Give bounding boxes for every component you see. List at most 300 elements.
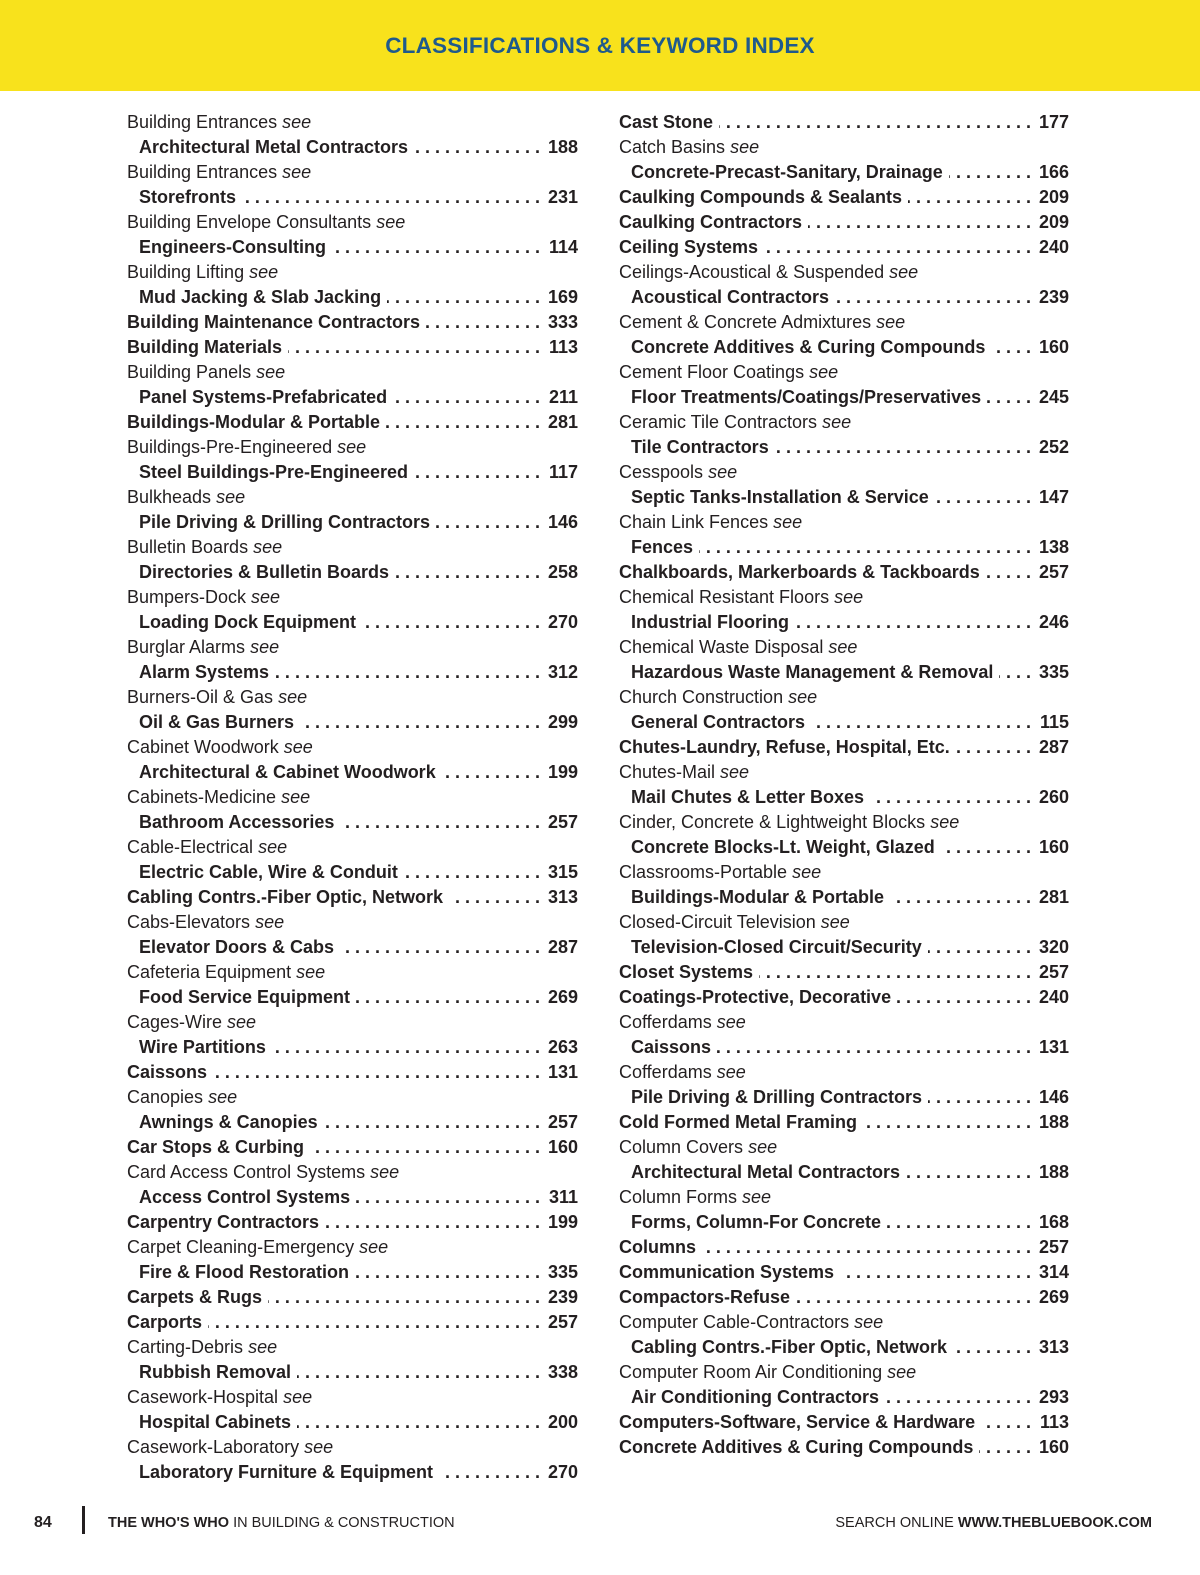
see-reference [127, 1335, 578, 1360]
see-reference [127, 835, 578, 860]
index-entry[interactable] [619, 710, 1069, 735]
index-entry-title: Directories & Bulletin Boards [139, 560, 395, 585]
index-entry-page: 287 [1038, 737, 1069, 757]
index-entry[interactable] [619, 1260, 1069, 1285]
index-entry-title: Alarm Systems [139, 660, 275, 685]
dot-leader [835, 285, 1031, 310]
dot-leader [699, 535, 1031, 560]
index-entry[interactable] [127, 985, 578, 1010]
index-entry-page: 114 [548, 237, 578, 257]
index-entry[interactable] [619, 435, 1069, 460]
see-reference [127, 910, 578, 935]
see-label: see [748, 1137, 778, 1157]
index-entry-page: 263 [547, 1037, 578, 1057]
see-label: see [828, 637, 858, 657]
dot-leader [840, 1260, 1031, 1285]
index-entry-page: 257 [547, 812, 578, 832]
index-entry-title: Industrial Flooring [631, 610, 795, 635]
index-entry-page: 257 [547, 1312, 578, 1332]
see-reference [127, 1085, 578, 1110]
see-label: see [822, 412, 852, 432]
see-reference-term: Catch Basins [619, 137, 726, 157]
see-reference [127, 110, 578, 135]
index-entry-title: Septic Tanks-Installation & Service [631, 485, 935, 510]
dot-leader [439, 1460, 540, 1485]
see-reference-term: Cabs-Elevators [127, 912, 251, 932]
index-entry[interactable] [619, 110, 1069, 135]
see-reference [127, 785, 578, 810]
index-column-left [127, 110, 578, 1485]
index-entry-page: 269 [1038, 1287, 1069, 1307]
index-entry[interactable] [619, 1235, 1069, 1260]
see-reference [619, 510, 1069, 535]
index-entry[interactable] [127, 1185, 578, 1210]
index-entry-title: Architectural & Cabinet Woodwork [139, 760, 442, 785]
see-reference-term: Cages-Wire [127, 1012, 223, 1032]
index-entry[interactable] [127, 285, 578, 310]
index-entry[interactable] [619, 735, 1069, 760]
see-label: see [283, 1387, 313, 1407]
index-entry-page: 209 [1038, 212, 1069, 232]
index-entry-title: Hazardous Waste Management & Removal [631, 660, 999, 685]
index-entry[interactable] [619, 610, 1069, 635]
see-reference [127, 1010, 578, 1035]
index-entry-title: Buildings-Modular & Portable [631, 885, 890, 910]
see-reference [619, 635, 1069, 660]
see-label: see [255, 912, 285, 932]
dot-leader [332, 235, 540, 260]
see-reference [127, 1235, 578, 1260]
see-reference-term: Cabinets-Medicine [127, 787, 277, 807]
index-entry-page: 287 [547, 937, 578, 957]
dot-leader [811, 710, 1031, 735]
see-reference-term: Cofferdams [619, 1012, 712, 1032]
see-reference [619, 410, 1069, 435]
index-entry-page: 240 [1038, 987, 1069, 1007]
index-entry-title: Rubbish Removal [139, 1360, 297, 1385]
see-label: see [208, 1087, 238, 1107]
index-entry-title: General Contractors [631, 710, 811, 735]
see-label: see [834, 587, 864, 607]
index-entry[interactable] [127, 560, 578, 585]
index-entry[interactable] [619, 185, 1069, 210]
index-entry-title: Floor Treatments/Coatings/Preservatives [631, 385, 987, 410]
see-reference-term: Carpet Cleaning-Emergency [127, 1237, 355, 1257]
index-entry-page: 113 [1039, 1412, 1069, 1432]
see-label: see [256, 362, 286, 382]
dot-leader [268, 1285, 540, 1310]
see-reference-term: Cafeteria Equipment [127, 962, 292, 982]
index-entry-title: Awnings & Canopies [139, 1110, 324, 1135]
see-reference-term: Chain Link Fences [619, 512, 769, 532]
index-entry[interactable] [619, 210, 1069, 235]
index-entry-title: Panel Systems-Prefabricated [139, 385, 393, 410]
index-entry[interactable] [127, 810, 578, 835]
see-label: see [248, 1337, 278, 1357]
dot-leader [885, 1385, 1031, 1410]
dot-leader [426, 310, 540, 335]
website-link[interactable]: WWW.THEBLUEBOOK.COM [957, 1515, 1152, 1531]
see-label: see [730, 137, 760, 157]
search-online-label: SEARCH ONLINE [835, 1515, 958, 1531]
index-entry[interactable] [127, 760, 578, 785]
see-label: see [854, 1312, 884, 1332]
see-label: see [716, 1062, 746, 1082]
index-entry[interactable] [127, 460, 578, 485]
see-label: see [304, 1437, 334, 1457]
see-label: see [281, 787, 311, 807]
index-entry-page: 281 [1038, 887, 1069, 907]
see-reference-term: Column Covers [619, 1137, 744, 1157]
see-label: see [720, 762, 750, 782]
see-label: see [216, 487, 246, 507]
see-label: see [809, 362, 839, 382]
index-entry[interactable] [127, 885, 578, 910]
index-entry-page: 188 [1038, 1162, 1069, 1182]
index-entry-title: Caulking Contractors [619, 210, 808, 235]
index-entry[interactable] [127, 1460, 578, 1485]
index-entry-title: Fences [631, 535, 699, 560]
index-entry[interactable] [619, 285, 1069, 310]
dot-leader [208, 1310, 540, 1335]
index-entry[interactable] [127, 610, 578, 635]
see-reference-term: Bulkheads [127, 487, 212, 507]
index-entry[interactable] [127, 310, 578, 335]
index-entry[interactable] [127, 710, 578, 735]
see-reference-term: Cabinet Woodwork [127, 737, 279, 757]
index-entry-page: 160 [1038, 837, 1069, 857]
index-entry-title: Television-Closed Circuit/Security [631, 935, 928, 960]
dot-leader [242, 185, 540, 210]
see-reference-term: Burners-Oil & Gas [127, 687, 274, 707]
index-entry-title: Building Materials [127, 335, 288, 360]
index-entry[interactable] [619, 1285, 1069, 1310]
index-entry-title: Coatings-Protective, Decorative [619, 985, 897, 1010]
index-entry-page: 160 [547, 1137, 578, 1157]
see-reference [619, 1185, 1069, 1210]
index-entry-title: Car Stops & Curbing [127, 1135, 310, 1160]
dot-leader [414, 135, 540, 160]
index-entry-title: Storefronts [139, 185, 242, 210]
page-number: 84 [34, 1514, 52, 1531]
see-label: see [253, 537, 283, 557]
see-label: see [742, 1187, 772, 1207]
index-entry[interactable] [619, 885, 1069, 910]
dot-leader [949, 160, 1031, 185]
see-reference-term: Column Forms [619, 1187, 738, 1207]
see-label: see [283, 737, 313, 757]
index-entry[interactable] [127, 1210, 578, 1235]
index-entry[interactable] [127, 185, 578, 210]
see-reference-term: Building Entrances [127, 162, 278, 182]
index-entry-page: 312 [547, 662, 578, 682]
index-entry-page: 113 [548, 337, 578, 357]
index-entry[interactable] [127, 1285, 578, 1310]
see-label: see [876, 312, 906, 332]
dot-leader [906, 1160, 1031, 1185]
index-entry-title: Ceiling Systems [619, 235, 764, 260]
index-entry[interactable] [127, 660, 578, 685]
index-entry-page: 231 [547, 187, 578, 207]
index-entry[interactable] [619, 485, 1069, 510]
index-entry[interactable] [619, 335, 1069, 360]
header-banner [0, 0, 1200, 91]
see-reference [127, 1385, 578, 1410]
index-entry-page: 188 [1038, 1112, 1069, 1132]
index-entry[interactable] [127, 1360, 578, 1385]
index-entry-page: 131 [1038, 1037, 1069, 1057]
dot-leader [908, 185, 1031, 210]
dot-leader [987, 385, 1031, 410]
index-entry-page: 299 [547, 712, 578, 732]
dot-leader [991, 335, 1031, 360]
see-label: see [708, 462, 738, 482]
index-entry[interactable] [127, 385, 578, 410]
dot-leader [702, 1235, 1031, 1260]
index-entry-page: 160 [1038, 337, 1069, 357]
see-reference [619, 260, 1069, 285]
index-entry-page: 270 [547, 612, 578, 632]
dot-leader [935, 485, 1031, 510]
see-reference [127, 360, 578, 385]
see-reference [127, 960, 578, 985]
index-entry-page: 269 [547, 987, 578, 1007]
index-entry[interactable] [127, 1310, 578, 1335]
see-label: see [792, 862, 822, 882]
index-entry-title: Cast Stone [619, 110, 719, 135]
index-entry[interactable] [619, 1385, 1069, 1410]
index-entry[interactable] [127, 410, 578, 435]
see-reference-term: Computer Room Air Conditioning [619, 1362, 883, 1382]
index-entry-title: Architectural Metal Contractors [139, 135, 414, 160]
index-entry[interactable] [619, 1435, 1069, 1460]
index-entry[interactable] [619, 835, 1069, 860]
see-reference-term: Bumpers-Dock [127, 587, 247, 607]
index-entry[interactable] [619, 935, 1069, 960]
dot-leader [981, 1410, 1031, 1435]
index-entry-page: 160 [1038, 1437, 1069, 1457]
dot-leader [395, 560, 540, 585]
index-entry-title: Concrete Additives & Curing Compounds [619, 1435, 979, 1460]
dot-leader [956, 735, 1031, 760]
index-entry-page: 338 [547, 1362, 578, 1382]
index-entry[interactable] [619, 1035, 1069, 1060]
dot-leader [928, 935, 1031, 960]
index-entry[interactable] [127, 1110, 578, 1135]
dot-leader [387, 285, 540, 310]
index-entry-title: Elevator Doors & Cabs [139, 935, 340, 960]
see-reference-term: Ceramic Tile Contractors [619, 412, 818, 432]
index-entry[interactable] [127, 860, 578, 885]
dot-leader [986, 560, 1031, 585]
see-reference [127, 635, 578, 660]
index-entry[interactable] [619, 785, 1069, 810]
see-reference-term: Burglar Alarms [127, 637, 246, 657]
dot-leader [414, 460, 540, 485]
index-entry-page: 333 [547, 312, 578, 332]
see-reference [127, 535, 578, 560]
search-online [835, 1515, 1152, 1531]
index-entry-page: 281 [547, 412, 578, 432]
see-label: see [258, 837, 288, 857]
see-label: see [251, 587, 281, 607]
see-reference-term: Building Entrances [127, 112, 278, 132]
index-entry-page: 313 [547, 887, 578, 907]
index-entry-title: Engineers-Consulting [139, 235, 332, 260]
index-entry[interactable] [619, 1110, 1069, 1135]
publication-name-rest: IN BUILDING & CONSTRUCTION [229, 1515, 455, 1531]
index-entry-title: Laboratory Furniture & Equipment [139, 1460, 439, 1485]
index-entry-page: 313 [1038, 1337, 1069, 1357]
dot-leader [300, 710, 540, 735]
index-entry[interactable] [619, 560, 1069, 585]
index-column-right [619, 110, 1069, 1460]
see-label: see [337, 437, 367, 457]
index-entry[interactable] [619, 660, 1069, 685]
see-label: see [716, 1012, 746, 1032]
index-entry-title: Fire & Flood Restoration [139, 1260, 355, 1285]
index-entry-page: 117 [548, 462, 578, 482]
dot-leader [213, 1060, 540, 1085]
index-entry[interactable] [619, 1410, 1069, 1435]
index-entry[interactable] [127, 1260, 578, 1285]
see-reference-term: Casework-Laboratory [127, 1437, 300, 1457]
index-entry[interactable] [619, 1335, 1069, 1360]
index-entry-page: 260 [1038, 787, 1069, 807]
index-entry[interactable] [127, 1035, 578, 1060]
dot-leader [288, 335, 540, 360]
index-entry-page: 252 [1038, 437, 1069, 457]
dot-leader [386, 410, 540, 435]
index-entry[interactable] [619, 985, 1069, 1010]
dot-leader [796, 1285, 1031, 1310]
dot-leader [999, 660, 1031, 685]
index-entry-page: 115 [1039, 712, 1069, 732]
see-reference [127, 685, 578, 710]
dot-leader [717, 1035, 1031, 1060]
dot-leader [297, 1410, 540, 1435]
see-reference-term: Building Envelope Consultants [127, 212, 372, 232]
see-reference-term: Cesspools [619, 462, 704, 482]
index-entry[interactable] [127, 1135, 578, 1160]
see-reference-term: Carting-Debris [127, 1337, 244, 1357]
see-reference [619, 1060, 1069, 1085]
see-reference [619, 460, 1069, 485]
index-entry[interactable] [127, 335, 578, 360]
see-reference-term: Building Lifting [127, 262, 245, 282]
see-reference [619, 1310, 1069, 1335]
index-entry-page: 147 [1038, 487, 1069, 507]
dot-leader [310, 1135, 540, 1160]
index-entry[interactable] [619, 385, 1069, 410]
see-reference-term: Cement & Concrete Admixtures [619, 312, 872, 332]
dot-leader [759, 960, 1031, 985]
index-entry[interactable] [619, 960, 1069, 985]
see-reference-term: Card Access Control Systems [127, 1162, 366, 1182]
index-entry-page: 335 [547, 1262, 578, 1282]
see-reference-term: Cement Floor Coatings [619, 362, 805, 382]
see-label: see [296, 962, 326, 982]
index-entry-page: 257 [1038, 962, 1069, 982]
see-label: see [930, 812, 960, 832]
index-entry-title: Mud Jacking & Slab Jacking [139, 285, 387, 310]
index-entry-title: Tile Contractors [631, 435, 775, 460]
see-reference-term: Classrooms-Portable [619, 862, 788, 882]
see-reference-term: Closed-Circuit Television [619, 912, 816, 932]
index-entry[interactable] [127, 510, 578, 535]
index-entry-title: Air Conditioning Contractors [631, 1385, 885, 1410]
see-label: see [250, 637, 280, 657]
index-entry-page: 239 [1038, 287, 1069, 307]
dot-leader [941, 835, 1031, 860]
see-label: see [249, 262, 279, 282]
index-entry-page: 315 [547, 862, 578, 882]
see-label: see [889, 262, 919, 282]
see-reference-term: Casework-Hospital [127, 1387, 279, 1407]
see-reference [127, 1160, 578, 1185]
see-reference-term: Bulletin Boards [127, 537, 249, 557]
see-reference [619, 1135, 1069, 1160]
dot-leader [863, 1110, 1031, 1135]
index-entry-title: Wire Partitions [139, 1035, 272, 1060]
dot-leader [953, 1335, 1031, 1360]
see-label: see [227, 1012, 257, 1032]
index-entry[interactable] [127, 135, 578, 160]
index-entry-title: Bathroom Accessories [139, 810, 340, 835]
index-entry-title: Building Maintenance Contractors [127, 310, 426, 335]
index-entry[interactable] [619, 1210, 1069, 1235]
see-reference-term: Chutes-Mail [619, 762, 716, 782]
dot-leader [340, 935, 540, 960]
see-reference-term: Cable-Electrical [127, 837, 254, 857]
index-entry-page: 199 [547, 762, 578, 782]
index-entry-title: Pile Driving & Drilling Contractors [631, 1085, 928, 1110]
index-entry[interactable] [619, 1160, 1069, 1185]
dot-leader [775, 435, 1031, 460]
index-entry-page: 258 [547, 562, 578, 582]
index-entry[interactable] [619, 535, 1069, 560]
see-reference [619, 810, 1069, 835]
index-entry[interactable] [127, 235, 578, 260]
index-entry-title: Oil & Gas Burners [139, 710, 300, 735]
see-label: see [773, 512, 803, 532]
publication-name-bold: THE WHO'S WHO [108, 1515, 230, 1531]
see-label: see [282, 112, 312, 132]
index-entry-page: 257 [1038, 1237, 1069, 1257]
index-entry[interactable] [619, 160, 1069, 185]
see-label: see [820, 912, 850, 932]
page-title: CLASSIFICATIONS & KEYWORD INDEX [385, 32, 815, 58]
see-label: see [282, 162, 312, 182]
index-entry[interactable] [619, 235, 1069, 260]
index-entry-page: 200 [547, 1412, 578, 1432]
dot-leader [719, 110, 1031, 135]
index-entry-title: Hospital Cabinets [139, 1410, 297, 1435]
index-entry-title: Cabling Contrs.-Fiber Optic, Network [127, 885, 449, 910]
dot-leader [355, 1260, 540, 1285]
index-entry[interactable] [127, 1060, 578, 1085]
index-entry[interactable] [619, 1085, 1069, 1110]
dot-leader [324, 1110, 540, 1135]
see-reference [619, 585, 1069, 610]
index-entry-page: 169 [547, 287, 578, 307]
index-entry-page: 177 [1038, 112, 1069, 132]
index-entry[interactable] [127, 1410, 578, 1435]
index-entry[interactable] [127, 935, 578, 960]
index-entry-title: Caulking Compounds & Sealants [619, 185, 908, 210]
index-entry-page: 146 [547, 512, 578, 532]
see-reference [619, 310, 1069, 335]
